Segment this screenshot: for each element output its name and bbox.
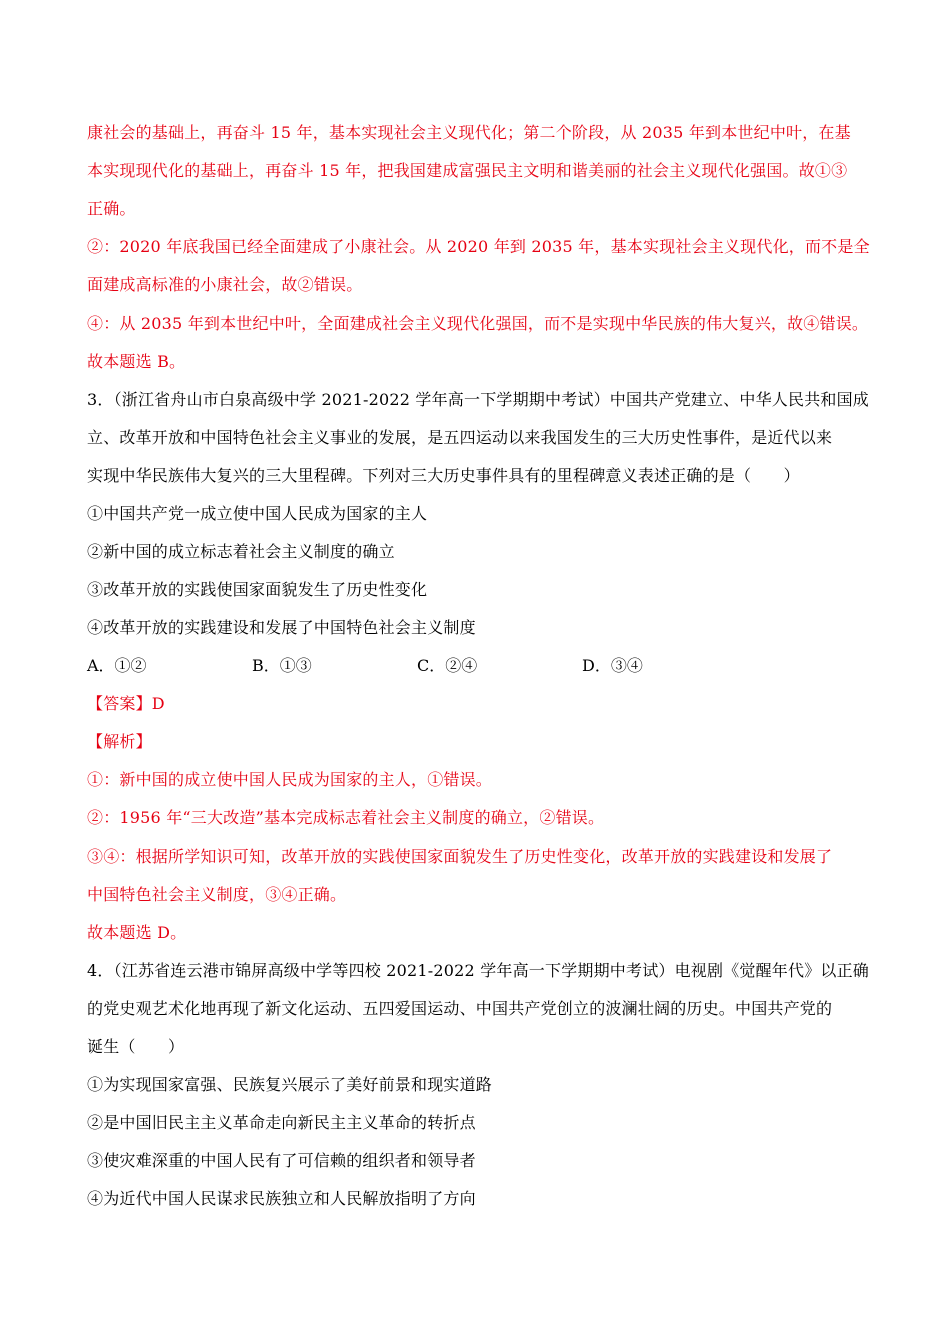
- question-4-statement: ①为实现国家富强、民族复兴展示了美好前景和现实道路: [87, 1075, 493, 1094]
- analysis-line: ④：从 2035 年到本世纪中叶，全面建成社会主义现代化强国，而不是实现中华民族的伟大复兴，故④错误。: [87, 314, 869, 333]
- question-3-statement: ③改革开放的实践使国家面貌发生了历史性变化: [87, 580, 428, 599]
- question-4-stem: 的党史观艺术化地再现了新文化运动、五四爱国运动、中国共产党创立的波澜壮阔的历史。中国共产党的: [87, 999, 833, 1018]
- question-3-statement: ①中国共产党一成立使中国人民成为国家的主人: [87, 504, 428, 523]
- option-d: D．③④: [582, 656, 643, 675]
- question-3-stem: 3．（浙江省舟山市白泉高级中学 2021-2022 学年高一下学期期中考试）中国共产党建立、中华人民共和国成: [87, 390, 869, 409]
- analysis-line: 正确。: [87, 199, 136, 218]
- option-a: A．①②: [87, 656, 147, 675]
- question-3-stem: 实现中华民族伟大复兴的三大里程碑。下列对三大历史事件具有的里程碑意义表述正确的是（ ）: [87, 466, 800, 485]
- analysis-line: ②：1956 年“三大改造”基本完成标志着社会主义制度的确立，②错误。: [87, 808, 605, 827]
- option-b: B．①③: [252, 656, 312, 675]
- option-c: C．②④: [417, 656, 478, 675]
- analysis-conclusion: 故本题选 D。: [87, 923, 187, 942]
- question-4-statement: ③使灾难深重的中国人民有了可信赖的组织者和领导者: [87, 1151, 476, 1170]
- analysis-label: 【解析】: [87, 732, 152, 751]
- analysis-line: ③④：根据所学知识可知，改革开放的实践使国家面貌发生了历史性变化，改革开放的实践建设和发展了: [87, 847, 833, 866]
- analysis-line: 本实现现代化的基础上，再奋斗 15 年，把我国建成富强民主文明和谐美丽的社会主义现代化强国。故①③: [87, 161, 848, 180]
- answer-label: 【答案】D: [87, 694, 165, 713]
- question-3-statement: ④改革开放的实践建设和发展了中国特色社会主义制度: [87, 618, 476, 637]
- analysis-conclusion: 故本题选 B。: [87, 352, 186, 371]
- question-4-stem: 诞生（ ）: [87, 1037, 185, 1056]
- analysis-line: 中国特色社会主义制度，③④正确。: [87, 885, 347, 904]
- analysis-line: 面建成高标准的小康社会，故②错误。: [87, 275, 363, 294]
- analysis-line: 康社会的基础上，再奋斗 15 年，基本实现社会主义现代化；第二个阶段，从 2035 年到本世纪中叶，在基: [87, 123, 851, 142]
- question-4-stem: 4．（江苏省连云港市锦屏高级中学等四校 2021-2022 学年高一下学期期中考试）电视剧《觉醒年代》以正确: [87, 961, 869, 980]
- question-3-statement: ②新中国的成立标志着社会主义制度的确立: [87, 542, 395, 561]
- question-3-stem: 立、改革开放和中国特色社会主义事业的发展，是五四运动以来我国发生的三大历史性事件，是近代以来: [87, 428, 833, 447]
- question-4-statement: ④为近代中国人民谋求民族独立和人民解放指明了方向: [87, 1189, 476, 1208]
- question-4-statement: ②是中国旧民主主义革命走向新民主主义革命的转折点: [87, 1113, 476, 1132]
- analysis-line: ①：新中国的成立使中国人民成为国家的主人，①错误。: [87, 770, 493, 789]
- analysis-line: ②：2020 年底我国已经全面建成了小康社会。从 2020 年到 2035 年，基本实现社会主义现代化，而不是全: [87, 237, 870, 256]
